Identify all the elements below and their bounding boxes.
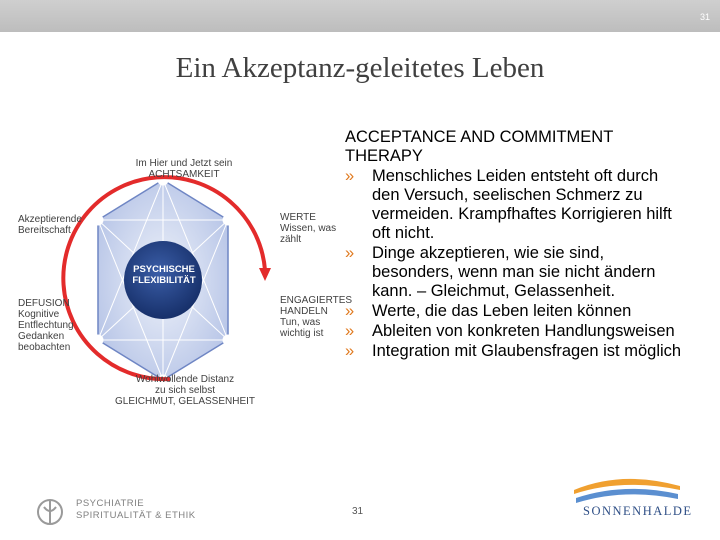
diagram-bottom-label: Wohlwollende Distanz zu sich selbst GLEICHMUT, GELASSENHEIT xyxy=(114,374,256,407)
bullet-icon: » xyxy=(345,244,355,262)
content-heading: ACCEPTANCE AND COMMITMENT THERAPY xyxy=(345,128,613,165)
list-item xyxy=(345,342,690,361)
diagram-center-label: PSYCHISCHE FLEXIBILITÄT xyxy=(132,264,196,286)
list-item-text: Ableiten von konkreten Handlungsweisen xyxy=(372,322,675,340)
top-page-number: 31 xyxy=(699,12,710,22)
slide-title: Ein Akzeptanz-geleitetes Leben xyxy=(175,52,545,84)
bullet-icon: » xyxy=(345,322,355,340)
top-bar xyxy=(0,0,720,32)
hexaflex-diagram xyxy=(10,150,353,420)
bullet-icon: » xyxy=(345,342,355,360)
list-item xyxy=(345,322,690,341)
arrow-head-icon xyxy=(259,268,271,281)
diagram-top-label: Im Hier und Jetzt sein ACHTSAMKEIT xyxy=(135,158,233,180)
diagram-right-bottom-label: ENGAGIERTES HANDELN Tun, was wichtig ist xyxy=(280,295,353,339)
list-item-text: Dinge akzeptieren, wie sie sind, besonders, wenn man sie nicht ändern kann. – Gleichmut, Gelassenheit. xyxy=(372,244,656,300)
page-number: 31 xyxy=(352,506,364,517)
bullet-icon: » xyxy=(345,167,355,185)
list-item-text: Integration mit Glaubensfragen ist möglich xyxy=(372,342,682,360)
diagram-left-top-label: Akzeptierende Bereitschaft xyxy=(18,214,82,236)
footer-left-logo-text: PSYCHIATRIE SPIRITUALITÄT & ETHIK xyxy=(76,498,196,521)
diagram-left-bottom-label: DEFUSION Kognitive Entflechtung Gedanken beobachten xyxy=(18,298,74,353)
bullet-icon: » xyxy=(345,302,355,320)
content-area xyxy=(345,128,690,362)
list-item-text: Menschliches Leiden entsteht oft durch den Versuch, seelischen Schmerz zu vermeiden. Krampfhaftes Korrigieren hilft oft nicht. xyxy=(372,167,672,242)
list-item xyxy=(345,302,690,321)
diagram-right-top-label: WERTE Wissen, was zählt xyxy=(280,212,337,245)
list-item xyxy=(345,244,690,301)
list-item-text: Werte, die das Leben leiten können xyxy=(372,302,632,320)
footer-right-logo-text: SONNENHALDE xyxy=(583,504,693,518)
list-item xyxy=(345,167,690,243)
bullet-list xyxy=(345,167,690,361)
